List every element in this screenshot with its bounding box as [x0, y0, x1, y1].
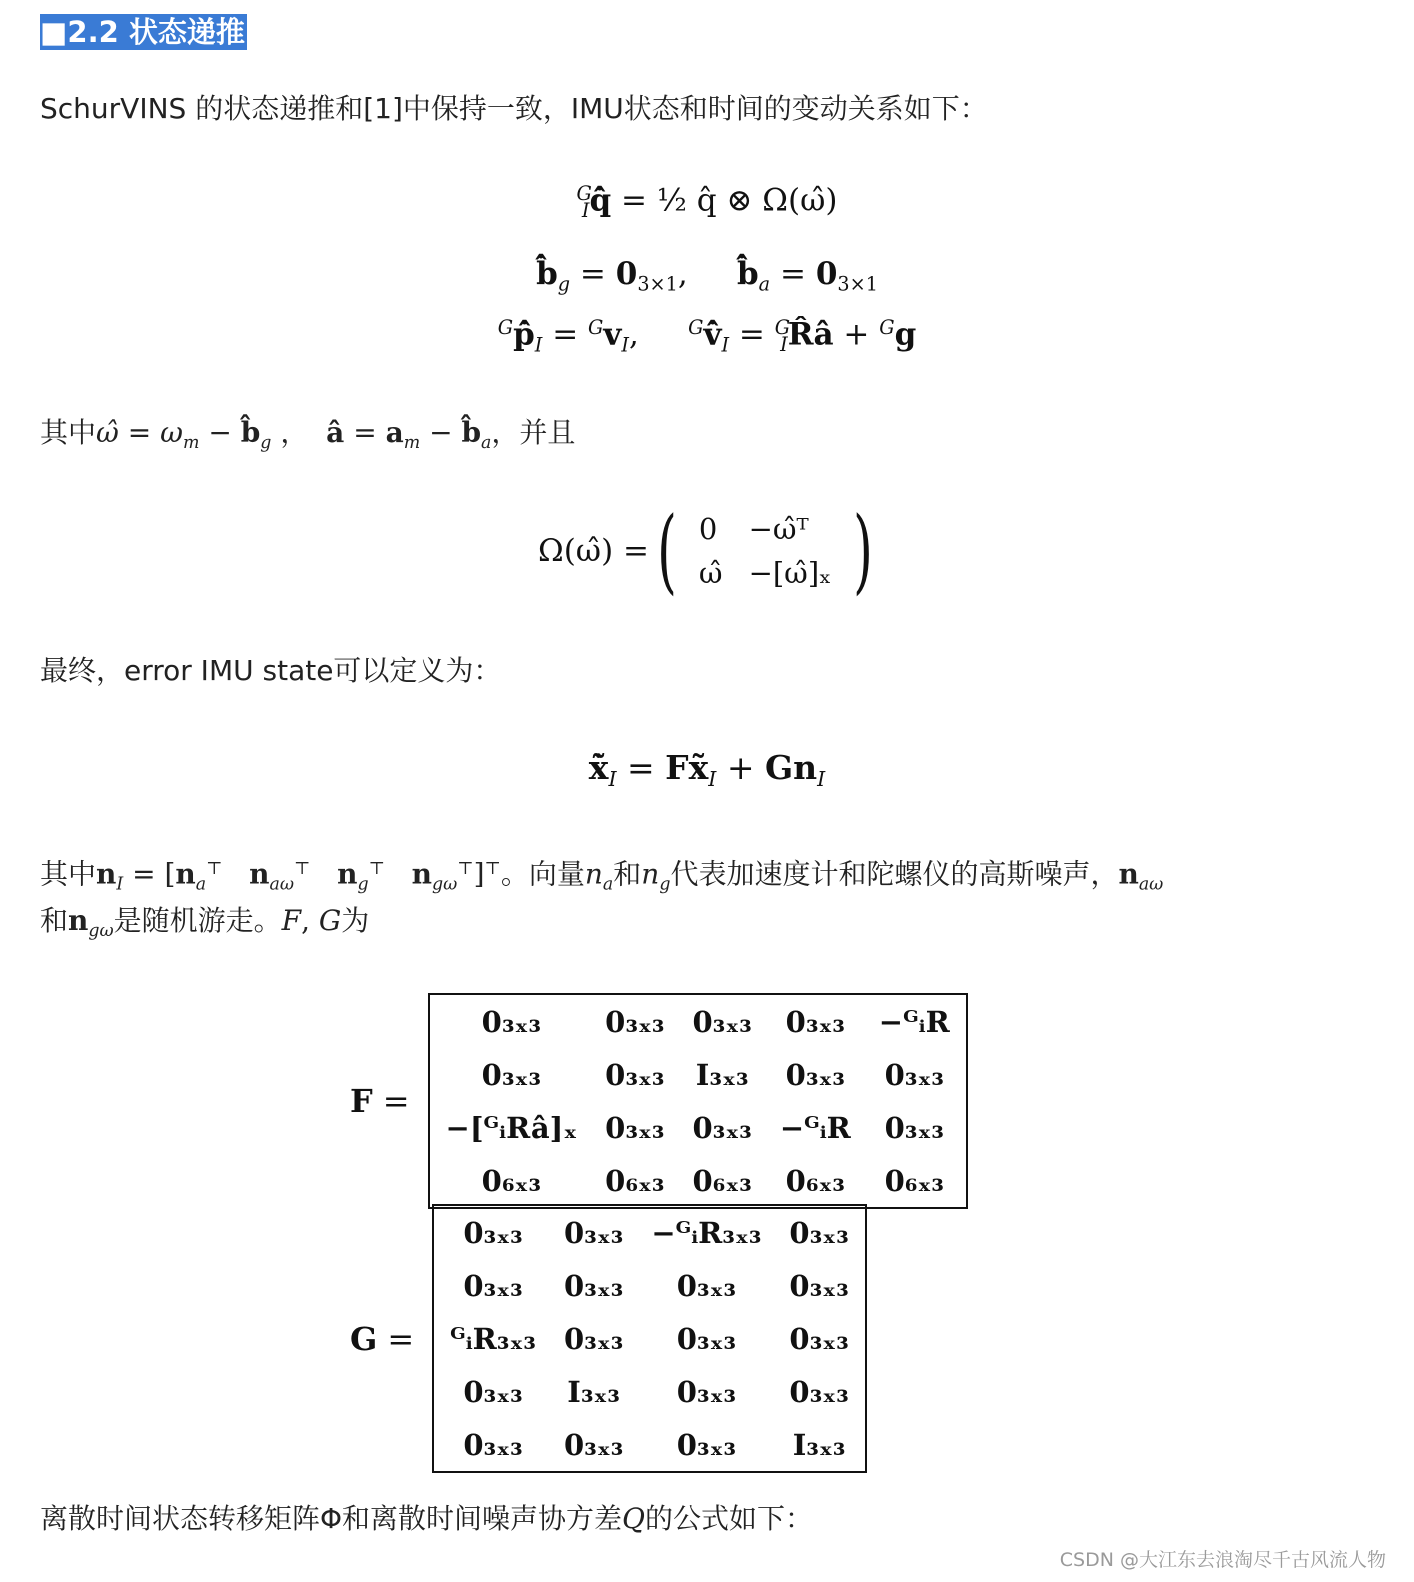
matrix-F-equation: F = 0₃ₓ₃ 0₃ₓ₃ 0₃ₓ₃ 0₃ₓ₃ −ᴳᵢR 0₃ₓ₃ 0₃ₓ₃ I₃ₓ₃ 0₃ₓ₃ 0₃ₓ₃ −[ᴳᵢRâ]ₓ 0₃ₓ₃ 0₃ₓ₃ −ᴳᵢR 0₃ₓ₃ 0₆ₓ₃ 0₆ₓ₃ 0₆ₓ₃ 0₆ₓ₃ 0₆ₓ₃ [350, 993, 968, 1209]
noise-paragraph-line2: 和$n_{g\omega}$是随机游走。F, G为 [40, 904, 370, 942]
matrix-row [432, 1101, 964, 1154]
intro-paragraph: SchurVINS 的状态递推和[1]中保持一致，IMU状态和时间的变动关系如下： [40, 92, 988, 125]
final-paragraph: 最终，error IMU state可以定义为： [40, 654, 502, 687]
matrix-cell: 0₆ₓ₃ [785, 1163, 845, 1198]
equation-bias-rates: $b̂̇_g = 0_{3\times 1}$, $b̂̇_a = 0_{3\times 1}$ [536, 256, 878, 296]
G-label: G [350, 1319, 378, 1358]
matrix-cell: I₃ₓ₃ [792, 1427, 846, 1462]
equation-error-state: $x̃̇_I$ = $Fx̃_I + Gn_I$ [588, 748, 826, 792]
matrix-cell: 0₃ₓ₃ [605, 1110, 665, 1145]
matrix-F [432, 995, 964, 1207]
matrix-G-equation: G = 0₃ₓ₃ 0₃ₓ₃ −ᴳᵢR₃ₓ₃ 0₃ₓ₃ 0₃ₓ₃ 0₃ₓ₃ 0₃ₓ₃ 0₃ₓ₃ ᴳᵢR₃ₓ₃ 0₃ₓ₃ 0₃ₓ₃ 0₃ₓ₃ 0₃ₓ₃ I₃ₓ₃ 0₃ₓ₃ 0₃ₓ₃ 0₃ₓ₃ 0₃ₓ₃ 0₃ₓ₃ I₃ₓ₃ [350, 1204, 867, 1473]
matrix-G [436, 1206, 863, 1471]
matrix-cell: I₃ₓ₃ [695, 1057, 749, 1092]
where-paragraph: 其中ω̂ = $\omega_m$ − $b̂_g$ ， â = $a_m$ − $b̂_a$，并且 [40, 416, 576, 454]
matrix-cell: −ω̂ᵀ [748, 512, 809, 546]
discrete-paragraph: 离散时间状态转移矩阵Φ和离散时间噪声协方差Q的公式如下： [40, 1502, 814, 1535]
matrix-row [687, 552, 844, 594]
omega-matrix-equation [538, 497, 881, 604]
matrix-row [432, 995, 964, 1048]
matrix-cell: 0₆ₓ₃ [884, 1163, 944, 1198]
omega-matrix [685, 506, 846, 596]
matrix-cell: 0₆ₓ₃ [481, 1163, 542, 1198]
matrix-cell: 0₃ₓ₃ [676, 1321, 737, 1356]
matrix-cell: −ᴳᵢR [779, 1110, 851, 1145]
F-label: F [350, 1082, 373, 1120]
matrix-row [687, 508, 844, 550]
matrix-cell: −[ᴳᵢRâ]ₓ [445, 1110, 578, 1145]
matrix-cell: 0₃ₓ₃ [676, 1374, 737, 1409]
matrix-cell: 0₃ₓ₃ [884, 1057, 944, 1092]
matrix-cell: 0₃ₓ₃ [463, 1215, 523, 1250]
matrix-cell: 0₃ₓ₃ [789, 1321, 849, 1356]
left-paren: ( [657, 497, 677, 604]
matrix-cell: 0₃ₓ₃ [692, 1110, 752, 1145]
equation-quaternion-rate: $^G_I$q̂̇ = ½ q̂ ⊗ Ω(ω̂) [576, 182, 838, 223]
matrix-cell: ω̂ [698, 556, 723, 590]
matrix-row [436, 1418, 863, 1471]
matrix-cell: 0₃ₓ₃ [789, 1215, 849, 1250]
matrix-cell: 0₃ₓ₃ [563, 1427, 624, 1462]
matrix-G-bracket [432, 1204, 867, 1473]
matrix-row [436, 1259, 863, 1312]
noise-paragraph-line1: 其中$n_I = [n_a^⊤$ $n_{a\omega}^⊤$ $n_g^⊤$ $n_{g\omega}^⊤]^⊤$。向量$n_a$和$n_g$代表加速度计和陀螺仪的高斯噪声，$n_{a\omega}$ [40, 857, 1164, 895]
matrix-cell: 0₆ₓ₃ [605, 1163, 665, 1198]
matrix-cell: 0₃ₓ₃ [463, 1268, 523, 1303]
matrix-cell: 0₃ₓ₃ [563, 1321, 624, 1356]
matrix-cell: −[ω̂]ₓ [748, 556, 832, 590]
matrix-row [436, 1365, 863, 1418]
matrix-cell: 0₃ₓ₃ [463, 1427, 523, 1462]
matrix-cell: 0₃ₓ₃ [789, 1374, 849, 1409]
matrix-cell: 0₃ₓ₃ [481, 1057, 542, 1092]
right-paren: ) [853, 497, 874, 604]
omega-label: Ω(ω̂) = [538, 533, 649, 569]
matrix-row [432, 1048, 964, 1101]
matrix-cell: 0₃ₓ₃ [676, 1268, 737, 1303]
matrix-row [436, 1312, 863, 1365]
matrix-cell: −ᴳᵢR₃ₓ₃ [651, 1215, 762, 1250]
matrix-cell: 0₃ₓ₃ [676, 1427, 737, 1462]
matrix-cell: 0₃ₓ₃ [463, 1374, 523, 1409]
matrix-cell: 0₃ₓ₃ [785, 1004, 845, 1039]
matrix-F-bracket [428, 993, 968, 1209]
watermark: CSDN @大江东去浪淘尽千古风流人物 [1059, 1549, 1386, 1571]
matrix-cell: 0₃ₓ₃ [789, 1268, 849, 1303]
matrix-cell: ᴳᵢR₃ₓ₃ [450, 1321, 536, 1356]
matrix-cell: 0₃ₓ₃ [884, 1110, 944, 1145]
matrix-cell: 0 [698, 512, 718, 546]
matrix-cell: 0₃ₓ₃ [481, 1004, 542, 1039]
matrix-cell: 0₃ₓ₃ [605, 1004, 665, 1039]
matrix-cell: 0₃ₓ₃ [692, 1004, 752, 1039]
matrix-cell: 0₃ₓ₃ [605, 1057, 665, 1092]
matrix-cell: 0₆ₓ₃ [692, 1163, 752, 1198]
matrix-cell: 0₃ₓ₃ [785, 1057, 845, 1092]
equation-position-velocity-rates: $^Gp̂̇_I = ^Gv_I$, $^Gv̂̇_I$ = $^G_I$R̂â + $^G$g [497, 316, 917, 357]
matrix-row [432, 1154, 964, 1207]
matrix-cell: 0₃ₓ₃ [563, 1215, 624, 1250]
matrix-cell: 0₃ₓ₃ [563, 1268, 624, 1303]
matrix-row [436, 1206, 863, 1259]
section-heading: ■2.2 状态递推 [40, 15, 245, 49]
matrix-cell: −ᴳᵢR [878, 1004, 950, 1039]
matrix-cell: I₃ₓ₃ [567, 1374, 620, 1409]
